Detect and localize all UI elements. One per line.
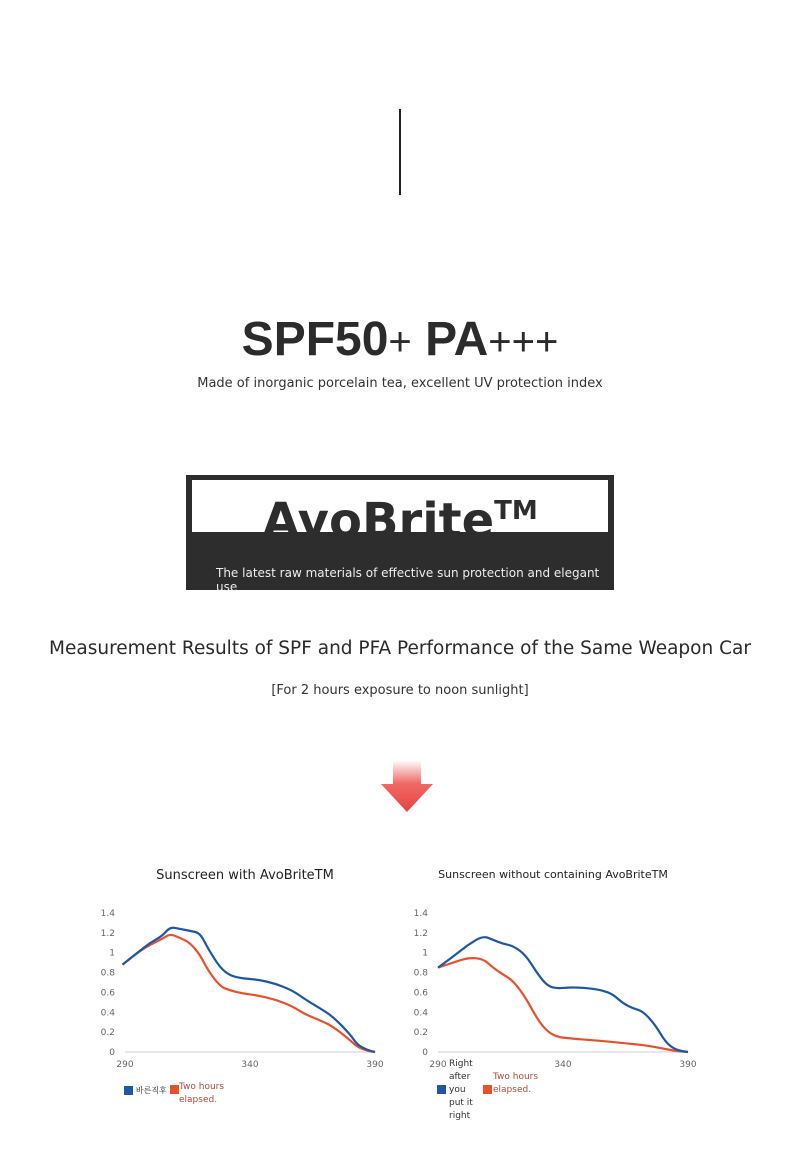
- avobrite-banner: [186, 475, 614, 594]
- trademark-mark: TM: [494, 496, 538, 526]
- chart-plot: [90, 902, 400, 1077]
- exposure-note: [For 2 hours exposure to noon sunlight]: [271, 683, 529, 698]
- spf-plus: +: [388, 320, 412, 364]
- legend-swatch: [170, 1085, 179, 1094]
- x-tick-label: 340: [241, 1060, 259, 1070]
- y-tick-label: 1.4: [100, 909, 115, 919]
- legend-swatch: [124, 1086, 133, 1095]
- series-line: [438, 958, 688, 1052]
- legend-label: Right after you put it right: [449, 1059, 473, 1121]
- y-tick-label: 0: [422, 1048, 428, 1058]
- section-heading: Measurement Results of SPF and PFA Performance of the Same Weapon Car: [49, 638, 751, 659]
- legend-label: 바른직후: [135, 1086, 167, 1095]
- banner-title: [186, 473, 614, 559]
- series-line: [123, 935, 376, 1052]
- y-tick-label: 1.2: [100, 928, 115, 939]
- y-tick-label: 0.2: [100, 1028, 115, 1039]
- banner-title-text: AvoBrite: [262, 493, 495, 549]
- legend-swatch: [483, 1085, 492, 1094]
- banner-subtitle: The latest raw materials of effective sun protection and elegant use: [216, 566, 600, 594]
- chart-without-avobrite: [403, 862, 713, 1152]
- y-tick-label: 0.2: [413, 1028, 428, 1039]
- y-tick-label: 0.4: [413, 1008, 428, 1019]
- x-tick-label: 390: [366, 1060, 384, 1070]
- y-tick-label: 0.6: [100, 988, 115, 999]
- x-tick-label: 290: [116, 1060, 134, 1070]
- chart-plot: [403, 902, 713, 1077]
- spf-pa-title: [0, 312, 800, 367]
- down-arrow-icon: [380, 760, 434, 814]
- y-tick-label: 1.2: [413, 928, 428, 939]
- y-tick-label: 1: [109, 948, 115, 959]
- chart-with-avobrite: [90, 862, 400, 1152]
- legend-item: [124, 1084, 167, 1098]
- legend-label: Two hours elapsed.: [493, 1072, 539, 1095]
- protection-subtitle: Made of inorganic porcelain tea, excellent UV protection index: [197, 376, 603, 391]
- pa-text: PA: [425, 313, 489, 366]
- y-tick-label: 0.8: [100, 968, 115, 979]
- x-tick-label: 340: [554, 1060, 572, 1070]
- y-tick-label: 1.4: [413, 909, 428, 919]
- legend-swatch: [437, 1085, 446, 1094]
- chart-title: Sunscreen without containing AvoBriteTM: [438, 868, 668, 881]
- series-line: [123, 928, 376, 1052]
- y-tick-label: 0.4: [100, 1008, 115, 1019]
- x-tick-label: 390: [679, 1060, 697, 1070]
- y-tick-label: 0.6: [413, 988, 428, 999]
- y-tick-label: 1: [422, 948, 428, 959]
- y-tick-label: 0: [109, 1048, 115, 1058]
- chart-title: Sunscreen with AvoBriteTM: [156, 868, 334, 883]
- legend-label: Two hours elapsed.: [179, 1082, 225, 1105]
- pa-plus: +++: [488, 320, 559, 364]
- spf-text: SPF50: [241, 313, 389, 366]
- vertical-divider: [399, 109, 401, 195]
- series-line: [438, 937, 688, 1052]
- x-tick-label: 290: [429, 1060, 447, 1070]
- y-tick-label: 0.8: [413, 968, 428, 979]
